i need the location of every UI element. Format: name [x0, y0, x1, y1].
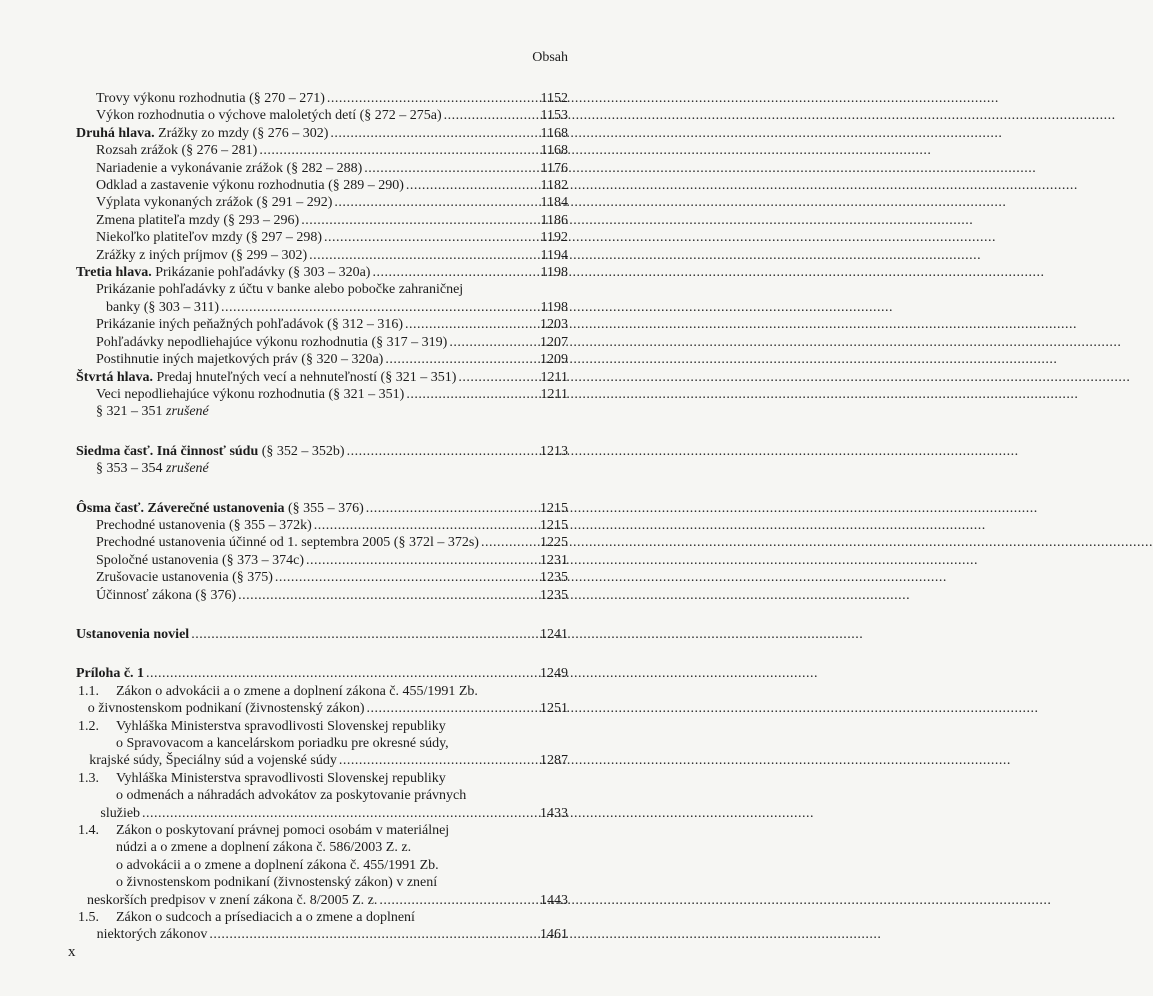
- dot-leader: [372, 264, 538, 281]
- toc-entry-title: [89, 752, 337, 769]
- toc-entry-title: [88, 700, 365, 717]
- toc-heading-label: Štvrtá hlava.: [76, 369, 153, 385]
- toc-entry-title: [96, 403, 209, 420]
- toc-page-number: 1215: [540, 500, 568, 516]
- toc-page-number: 1184: [540, 195, 568, 211]
- toc-entry-text: Prikázanie pohľadávky (§ 303 – 320a): [151, 265, 371, 281]
- toc-entry[interactable]: [76, 665, 568, 682]
- toc-entry-text: Niekoľko platiteľov mzdy (§ 297 – 298): [96, 230, 323, 246]
- toc-entry-text: (§ 352 – 352b): [258, 443, 345, 459]
- toc-entry-title: [96, 90, 325, 107]
- section-gap: [76, 604, 568, 626]
- toc-entry-text: o Spravovacom a kancelárskom poriadku pre okresné súdy,: [116, 736, 449, 751]
- toc-entry-title: [116, 787, 466, 804]
- toc-entry-text: Zrážky zo mzdy (§ 276 – 302): [154, 125, 329, 141]
- toc-page-number: 1235: [540, 570, 568, 586]
- dot-leader: [334, 194, 538, 211]
- toc-entry-title: [96, 534, 479, 551]
- toc-entry-text: Veci nepodliehajúce výkonu rozhodnutia (§ 321 – 351): [96, 386, 405, 402]
- toc-entry[interactable]: [76, 142, 568, 159]
- toc-page-number: 1186: [540, 212, 568, 228]
- running-header: Obsah: [532, 50, 568, 65]
- toc-entry-title: [96, 212, 299, 229]
- toc-heading-label: Siedma časť. Iná činnosť súdu: [76, 443, 259, 459]
- toc-entry-title: [116, 857, 439, 874]
- dot-leader: [406, 177, 539, 194]
- toc-entry-text: o živnostenskom podnikaní (živnostenský zákon) v znení: [116, 875, 438, 891]
- dot-leader: [306, 552, 538, 569]
- toc-entry[interactable]: [76, 212, 568, 229]
- toc-heading-label: Príloha č. 1: [76, 666, 145, 682]
- toc-entry-text: Prechodné ustanovenia účinné od 1. septembra 2005 (§ 372l – 372s): [96, 535, 479, 551]
- toc-entry-text: Prikázanie iných peňažných pohľadávok (§ 312 – 316): [96, 317, 403, 333]
- toc-entry[interactable]: [76, 229, 568, 246]
- toc-entry-title: [96, 160, 362, 177]
- toc-entry-text: Zákon o advokácii a o zmene a doplnení zákona č. 455/1991 Zb.: [116, 683, 478, 699]
- toc-entry-title: [96, 351, 383, 368]
- toc-entry[interactable]: [76, 735, 568, 752]
- toc-entry-text: niektorých zákonov: [96, 927, 208, 943]
- dot-leader: [238, 587, 538, 604]
- toc-entry-title: [116, 822, 449, 839]
- dot-leader: [364, 160, 538, 177]
- toc-entry-title: [116, 839, 411, 856]
- dot-leader: [301, 212, 538, 229]
- toc-entry-text: Predaj hnuteľných vecí a nehnuteľností (§ 321 – 351): [153, 369, 457, 385]
- dot-leader: [481, 534, 538, 551]
- toc-entry[interactable]: [76, 587, 568, 604]
- toc-page-number: 1225: [540, 535, 568, 551]
- toc-entry[interactable]: [76, 369, 568, 386]
- toc-page-number: 1251: [540, 701, 568, 717]
- appendix-item-number: 1.5.: [78, 910, 99, 926]
- toc-entry-text: Spoločné ustanovenia (§ 373 – 374c): [96, 552, 305, 568]
- toc-entry[interactable]: [76, 500, 568, 517]
- dot-leader: [366, 500, 538, 517]
- toc-page-number: 1176: [540, 160, 568, 176]
- toc-entry-title: [76, 665, 144, 682]
- toc-entry[interactable]: [76, 194, 568, 211]
- dot-leader: [142, 805, 538, 822]
- toc-entry-text: o odmenách a náhradách advokátov za poskytovanie právnych: [116, 788, 467, 804]
- toc-entry[interactable]: [76, 770, 568, 787]
- toc-entry-text: Odklad a zastavenie výkonu rozhodnutia (§ 289 – 290): [96, 178, 404, 194]
- appendix-item-number: 1.3.: [78, 770, 99, 786]
- toc-entry[interactable]: [76, 316, 568, 333]
- toc-entry-text: Vyhláška Ministerstva spravodlivosti Slovenskej republiky: [116, 718, 446, 734]
- toc-page-number: 1231: [540, 552, 568, 568]
- section-gap: [76, 421, 568, 443]
- toc-entry-title: [96, 569, 273, 586]
- toc-page-number: 1152: [540, 91, 568, 106]
- toc-entry-title: [76, 264, 370, 281]
- toc-entry-note: zrušené: [166, 461, 209, 477]
- toc-entry[interactable]: [76, 299, 568, 316]
- toc-entry[interactable]: [76, 752, 568, 769]
- dot-leader: [405, 316, 538, 333]
- toc-entry-title: [96, 552, 304, 569]
- dot-leader: [458, 369, 538, 386]
- toc-entry[interactable]: [76, 125, 568, 142]
- toc-entry[interactable]: [76, 460, 568, 477]
- toc-entry[interactable]: [76, 909, 568, 926]
- toc-page-number: 1241: [540, 626, 568, 642]
- toc-entry-title: [96, 229, 322, 246]
- toc-entry[interactable]: [76, 683, 568, 700]
- toc-entry[interactable]: [76, 839, 568, 856]
- dot-leader: [259, 142, 538, 159]
- toc-entry-title: [96, 281, 463, 298]
- toc-page-number: 1198: [540, 265, 568, 281]
- dot-leader: [330, 125, 538, 142]
- toc-entry-text: Výplata vykonaných zrážok (§ 291 – 292): [96, 195, 333, 211]
- dot-leader: [209, 926, 538, 943]
- toc-heading-label: Ustanovenia noviel: [76, 626, 190, 642]
- table-of-contents: [76, 90, 568, 944]
- toc-entry-title: [116, 874, 437, 891]
- dot-leader: [275, 569, 538, 586]
- appendix-item-number: 1.1.: [78, 683, 99, 699]
- toc-entry[interactable]: [76, 334, 568, 351]
- toc-entry[interactable]: [76, 822, 568, 839]
- dot-leader: [314, 517, 538, 534]
- toc-entry-title: [76, 626, 189, 643]
- toc-entry-text: Zrážky z iných príjmov (§ 299 – 302): [96, 247, 308, 263]
- dot-leader: [146, 665, 538, 682]
- page-number: x: [68, 944, 76, 960]
- toc-entry-title: [96, 142, 257, 159]
- appendix-item-number: 1.4.: [78, 823, 99, 839]
- toc-entry-title: [116, 909, 415, 926]
- toc-entry-text: núdzi a o zmene a doplnení zákona č. 586/2003 Z. z.: [116, 840, 412, 856]
- toc-entry[interactable]: [76, 351, 568, 368]
- toc-entry-text: neskorších predpisov v znení zákona č. 8/2005 Z. z.: [86, 892, 378, 908]
- toc-entry-title: [96, 334, 447, 351]
- toc-entry-text: (§ 355 – 376): [284, 500, 364, 516]
- dot-leader: [324, 229, 539, 246]
- toc-entry[interactable]: [76, 90, 568, 107]
- toc-entry-text: Postihnutie iných majetkových práv (§ 320 – 320a): [96, 352, 384, 368]
- toc-entry[interactable]: [76, 160, 568, 177]
- toc-entry-title: [106, 299, 219, 316]
- toc-heading-label: Ôsma časť. Záverečné ustanovenia: [76, 500, 285, 516]
- toc-page-number: 1168: [540, 125, 568, 141]
- toc-entry[interactable]: [76, 534, 568, 551]
- dot-leader: [385, 351, 538, 368]
- toc-entry-text: Vyhláška Ministerstva spravodlivosti Slovenskej republiky: [116, 770, 446, 786]
- section-gap: [76, 643, 568, 665]
- toc-page-number: 1461: [540, 927, 568, 943]
- toc-entry-title: [87, 892, 377, 909]
- toc-entry[interactable]: [76, 443, 568, 460]
- toc-entry[interactable]: [76, 177, 568, 194]
- dot-leader: [327, 90, 539, 107]
- toc-entry-text: služieb: [100, 805, 141, 821]
- toc-entry[interactable]: [76, 517, 568, 534]
- toc-entry-title: [76, 443, 345, 460]
- dot-leader: [339, 752, 538, 769]
- toc-entry[interactable]: [76, 569, 568, 586]
- toc-entry-text: Účinnosť zákona (§ 376): [96, 587, 237, 603]
- toc-entry-title: [76, 125, 328, 142]
- toc-page-number: 1153: [540, 108, 568, 124]
- toc-entry[interactable]: [76, 718, 568, 735]
- toc-entry[interactable]: [76, 926, 568, 943]
- toc-entry-title: [96, 517, 312, 534]
- dot-leader: [347, 443, 538, 460]
- toc-entry[interactable]: [76, 264, 568, 281]
- toc-entry[interactable]: [76, 107, 568, 124]
- toc-page-number: 1235: [540, 587, 568, 603]
- dot-leader: [221, 299, 538, 316]
- toc-entry-title: [116, 683, 478, 700]
- dot-leader: [379, 892, 538, 909]
- toc-page-number: 1209: [540, 352, 568, 368]
- toc-entry[interactable]: [76, 552, 568, 569]
- toc-entry-title: [96, 587, 236, 604]
- toc-entry-text: Zákon o sudcoch a prísediacich a o zmene a doplnení: [116, 910, 415, 926]
- dot-leader: [367, 700, 538, 717]
- toc-entry-title: [96, 177, 404, 194]
- toc-entry-text: § 321 – 351: [96, 404, 166, 420]
- toc-entry-title: [96, 460, 209, 477]
- toc-entry[interactable]: [76, 892, 568, 909]
- toc-entry-text: Zákon o poskytovaní právnej pomoci osobám v materiálnej: [116, 823, 450, 839]
- toc-entry[interactable]: [76, 403, 568, 420]
- toc-entry-note: zrušené: [166, 404, 209, 420]
- toc-entry[interactable]: [76, 281, 568, 298]
- toc-entry-text: Zrušovacie ustanovenia (§ 375): [96, 570, 273, 586]
- toc-entry[interactable]: [76, 247, 568, 264]
- toc-entry-title: [116, 770, 446, 787]
- toc-entry[interactable]: [76, 874, 568, 891]
- toc-entry-title: [96, 316, 403, 333]
- toc-entry-title: [100, 805, 140, 822]
- toc-page-number: 1433: [540, 805, 568, 821]
- toc-page-number: 1182: [540, 178, 568, 194]
- dot-leader: [449, 334, 538, 351]
- toc-entry-title: [96, 386, 404, 403]
- toc-entry-text: Prechodné ustanovenia (§ 355 – 372k): [96, 517, 312, 533]
- toc-entry-text: § 353 – 354: [96, 461, 166, 477]
- toc-entry-title: [97, 926, 208, 943]
- toc-page-number: 1168: [540, 143, 568, 159]
- appendix-item-number: 1.2.: [78, 718, 99, 734]
- toc-entry-text: o advokácii a o zmene a doplnení zákona č. 455/1991 Zb.: [116, 857, 439, 873]
- toc-entry-text: banky (§ 303 – 311): [106, 299, 220, 315]
- toc-page-number: 1287: [540, 753, 568, 769]
- toc-entry-text: Trovy výkonu rozhodnutia (§ 270 – 271): [96, 91, 325, 106]
- toc-entry-text: Výkon rozhodnutia o výchove maloletých detí (§ 272 – 275a): [96, 108, 442, 124]
- toc-entry[interactable]: [76, 857, 568, 874]
- toc-page-number: 1194: [540, 247, 568, 263]
- toc-page-number: 1215: [540, 517, 568, 533]
- toc-entry[interactable]: [76, 700, 568, 717]
- toc-entry-text: krajské súdy, Špeciálny súd a vojenské súdy: [89, 753, 337, 769]
- toc-page-number: 1249: [540, 666, 568, 682]
- toc-heading-label: Tretia hlava.: [76, 265, 152, 281]
- toc-entry-text: Pohľadávky nepodliehajúce výkonu rozhodnutia (§ 317 – 319): [96, 334, 448, 350]
- toc-page-number: 1207: [540, 334, 568, 350]
- toc-page-number: 1192: [540, 230, 568, 246]
- toc-heading-label: Druhá hlava.: [76, 125, 155, 141]
- dot-leader: [444, 107, 539, 124]
- toc-entry-text: Zmena platiteľa mzdy (§ 293 – 296): [96, 212, 300, 228]
- toc-entry-title: [116, 735, 449, 752]
- dot-leader: [309, 247, 538, 264]
- toc-entry[interactable]: [76, 386, 568, 403]
- toc-entry-text: Rozsah zrážok (§ 276 – 281): [96, 143, 258, 159]
- toc-entry-title: [76, 369, 456, 386]
- toc-page-number: 1213: [540, 443, 568, 459]
- toc-page-number: 1443: [540, 892, 568, 908]
- dot-leader: [191, 626, 538, 643]
- dot-leader: [406, 386, 538, 403]
- section-gap: [76, 478, 568, 500]
- toc-entry-text: Prikázanie pohľadávky z účtu v banke alebo pobočke zahraničnej: [96, 282, 464, 298]
- toc-entry-title: [96, 107, 442, 124]
- toc-entry-title: [96, 247, 307, 264]
- toc-entry-title: [76, 500, 364, 517]
- toc-entry-title: [96, 194, 332, 211]
- toc-page-number: 1198: [540, 299, 568, 315]
- toc-entry[interactable]: [76, 805, 568, 822]
- toc-entry-text: Nariadenie a vykonávanie zrážok (§ 282 – 288): [96, 160, 363, 176]
- toc-page-number: 1211: [540, 386, 568, 402]
- toc-entry-text: o živnostenskom podnikaní (živnostenský zákon): [87, 701, 365, 717]
- toc-page-number: 1211: [540, 369, 568, 385]
- toc-entry-title: [116, 718, 446, 735]
- toc-entry[interactable]: [76, 787, 568, 804]
- toc-page-number: 1203: [540, 317, 568, 333]
- toc-entry[interactable]: [76, 626, 568, 643]
